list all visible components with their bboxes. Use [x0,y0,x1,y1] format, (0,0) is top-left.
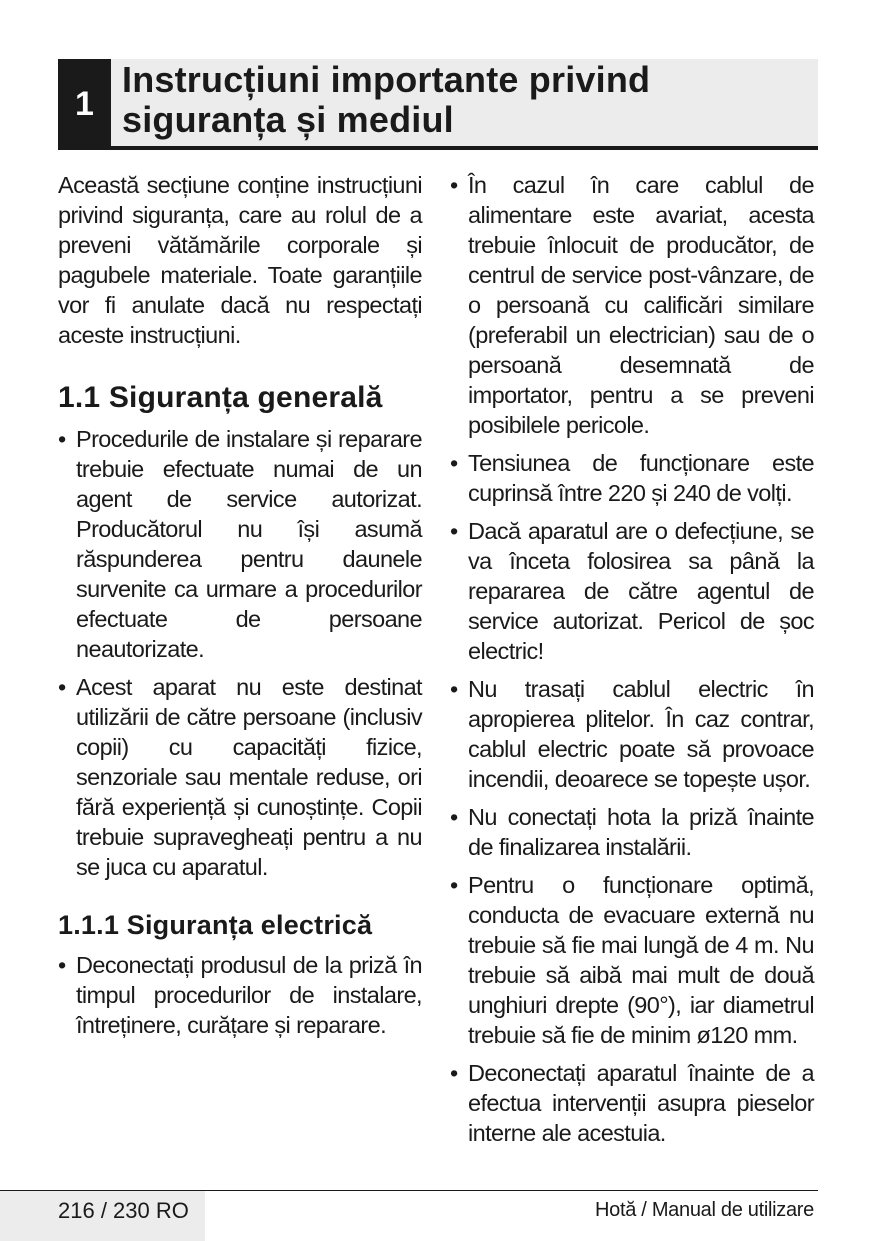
list-item-text: Nu trasați cablul electric în apropierea plitelor. În caz contrar, cablul electric poate să provoace incendii, deoarece se topește ușor. [468,676,814,792]
section-heading-general-safety: 1.1 Siguranța generală [58,381,383,414]
chapter-title: Instrucțiuni importante privind siguranța și mediul [122,59,651,140]
list-item-text: Deconectați aparatul înainte de a efectua intervenții asupra pieselor interne ale acestuia. [468,1060,814,1146]
list-item-text: Dacă aparatul are o defecțiune, se va înceta folosirea sa până la repararea de către agentul de service autorizat. Pericol de șoc electric! [468,518,814,664]
bullet-icon: • [58,674,66,700]
list-item [58,424,422,664]
left-column [58,170,422,1048]
list-item [450,1058,814,1148]
bullet-icon: • [450,1060,458,1086]
list-item-text: Acest aparat nu este destinat utilizării de către persoane (inclusiv copii) cu capacități fizice, senzoriale sau mentale reduse, ori fără experiență și cunoștințe. Copii trebuie supravegheați pentru a nu se juca cu aparatul. [76,674,422,880]
right-column [450,170,814,1156]
bullet-icon: • [58,426,66,452]
bullet-icon: • [450,450,458,476]
bullet-icon: • [58,952,66,978]
page-number: 216 / 230 RO [0,1191,205,1241]
list-item [58,672,422,882]
list-item-text: Deconectați produsul de la priză în timpul procedurilor de instalare, întreținere, curățare și reparare. [76,952,422,1038]
list-item [450,170,814,440]
list-item [450,448,814,508]
bullet-icon: • [450,172,458,198]
list-item-text: Tensiunea de funcționare este cuprinsă între 220 și 240 de volți. [468,450,814,506]
list-item [450,870,814,1050]
page-footer [0,1190,818,1241]
document-title: Hotă / Manual de utilizare [595,1199,814,1221]
bullet-icon: • [450,676,458,702]
list-item [450,674,814,794]
general-safety-list [58,424,422,882]
section-heading-electrical-safety: 1.1.1 Siguranța electrică [58,910,373,940]
chapter-header [58,59,818,150]
list-item-text: În cazul în care cablul de alimentare este avariat, acesta trebuie înlocuit de producător, de centrul de service post-vânzare, de o persoană cu calificări similare (preferabil un electrician) sau de o persoană desemnată de importator, pentru a se preveni posibilele pericole. [468,172,814,438]
bullet-icon: • [450,872,458,898]
list-item-text: Procedurile de instalare și reparare trebuie efectuate numai de un agent de service autorizat. Producătorul nu își asumă răspunderea pentru daunele survenite ca urmare a procedurilor efectuate de persoane neautorizate. [76,426,422,662]
list-item [58,950,422,1040]
electrical-safety-list [58,950,422,1040]
chapter-number: 1 [58,59,111,150]
bullet-icon: • [450,518,458,544]
electrical-safety-list-continued [450,170,814,1148]
list-item-text: Pentru o funcționare optimă, conducta de evacuare externă nu trebuie să fie mai lungă de 4 m. Nu trebuie să aibă mai mult de două unghiuri drepte (90°), iar diametrul trebuie să fie de minim ø120 mm. [468,872,814,1048]
intro-paragraph: Această secțiune conține instrucțiuni privind siguranța, care au rolul de a preveni vătămările corporale și pagubele materiale. Toate garanțiile vor fi anulate dacă nu respectați aceste instrucțiuni. [58,172,422,348]
list-item [450,802,814,862]
list-item-text: Nu conectați hota la priză înainte de finalizarea instalării. [468,804,814,860]
list-item [450,516,814,666]
bullet-icon: • [450,804,458,830]
